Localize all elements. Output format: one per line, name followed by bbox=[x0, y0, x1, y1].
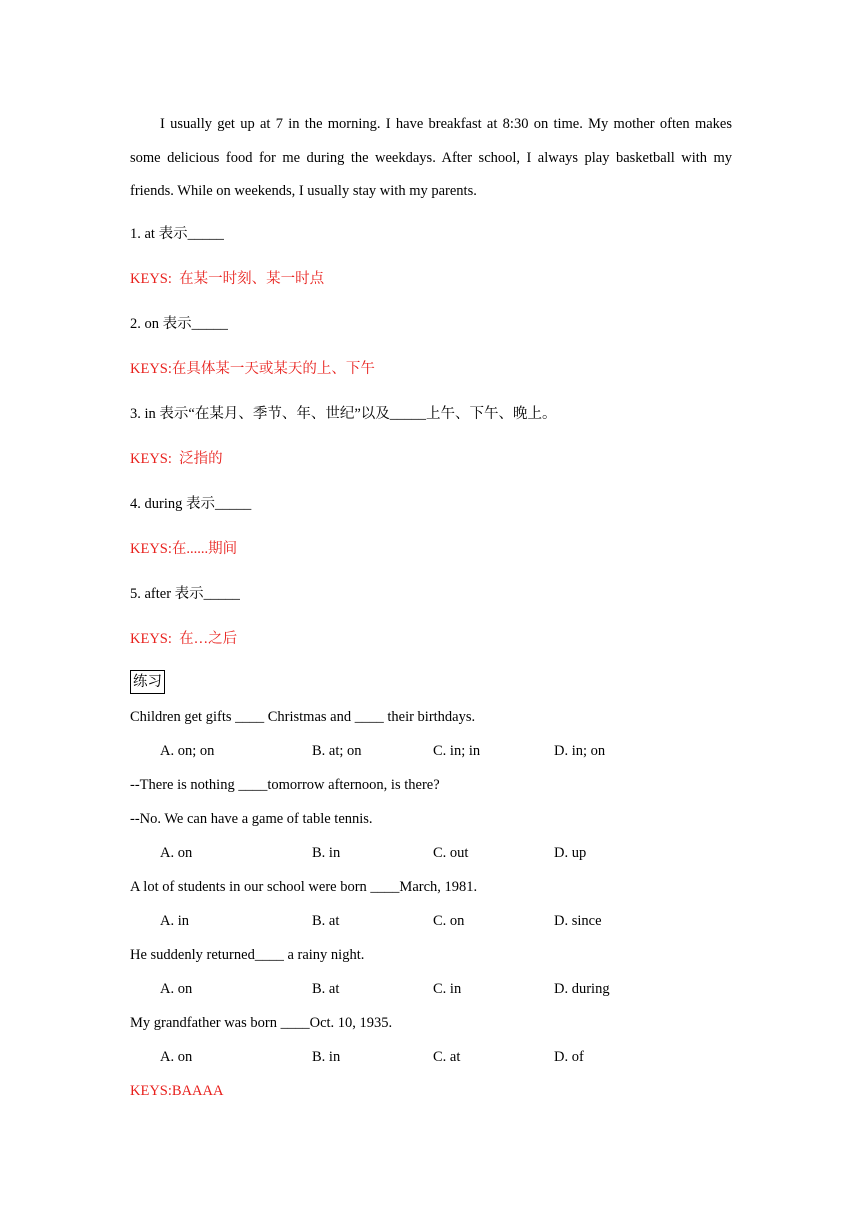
option-c: C. out bbox=[433, 844, 469, 861]
final-answer-key: KEYS:BAAAA bbox=[130, 1082, 224, 1099]
exercise-3-question: A lot of students in our school were born ____March, 1981. bbox=[130, 878, 478, 895]
option-d: D. during bbox=[554, 980, 610, 997]
exercise-4-options bbox=[130, 978, 732, 1000]
option-d: D. of bbox=[554, 1048, 584, 1065]
answer-key-4: KEYS:在......期间 bbox=[130, 540, 238, 557]
exercise-5-question: My grandfather was born ____Oct. 10, 1935. bbox=[130, 1014, 393, 1031]
option-b: B. in bbox=[312, 844, 341, 861]
question-4: 4. during 表示_____ bbox=[130, 495, 252, 512]
exercise-5-options bbox=[130, 1046, 732, 1068]
question-1: 1. at 表示_____ bbox=[130, 225, 224, 242]
exercise-2-options bbox=[130, 842, 732, 864]
question-5: 5. after 表示_____ bbox=[130, 585, 240, 602]
option-b: B. at bbox=[312, 912, 340, 929]
option-d: D. in; on bbox=[554, 742, 606, 759]
passage-paragraph: I usually get up at 7 in the morning. I have breakfast at 8:30 on time. My mother often makes some delicious food for me during the weekdays. After school, I always play basketball with my friends. While on weekends, I usually stay with my parents. bbox=[130, 116, 732, 199]
option-a: A. on bbox=[160, 844, 193, 861]
option-a: A. on bbox=[160, 1048, 193, 1065]
option-a: A. on; on bbox=[160, 742, 215, 759]
exercise-3-options bbox=[130, 910, 732, 932]
question-2: 2. on 表示_____ bbox=[130, 315, 228, 332]
option-c: C. in bbox=[433, 980, 462, 997]
exercise-2-response: --No. We can have a game of table tennis. bbox=[130, 810, 373, 827]
option-b: B. in bbox=[312, 1048, 341, 1065]
exercise-1-question: Children get gifts ____ Christmas and ____ their birthdays. bbox=[130, 708, 476, 725]
option-c: C. at bbox=[433, 1048, 461, 1065]
answer-key-2: KEYS:在具体某一天或某天的上、下午 bbox=[130, 360, 375, 377]
option-b: B. at bbox=[312, 980, 340, 997]
answer-key-1: KEYS: 在某一时刻、某一时点 bbox=[130, 270, 325, 287]
practice-section-heading bbox=[130, 650, 732, 694]
practice-label: 练习 bbox=[130, 670, 165, 694]
exercise-2-question: --There is nothing ____tomorrow afternoon, is there? bbox=[130, 776, 440, 793]
exercise-1-options bbox=[130, 740, 732, 762]
option-a: A. in bbox=[160, 912, 189, 929]
option-b: B. at; on bbox=[312, 742, 362, 759]
exercise-4-question: He suddenly returned____ a rainy night. bbox=[130, 946, 365, 963]
option-c: C. in; in bbox=[433, 742, 481, 759]
option-d: D. since bbox=[554, 912, 602, 929]
document-page bbox=[130, 108, 732, 1102]
answer-key-5: KEYS: 在…之后 bbox=[130, 630, 238, 647]
option-d: D. up bbox=[554, 844, 587, 861]
question-3: 3. in 表示“在某月、季节、年、世纪”以及_____上午、下午、晚上。 bbox=[130, 405, 557, 422]
answer-key-3: KEYS: 泛指的 bbox=[130, 450, 223, 467]
option-c: C. on bbox=[433, 912, 465, 929]
option-a: A. on bbox=[160, 980, 193, 997]
